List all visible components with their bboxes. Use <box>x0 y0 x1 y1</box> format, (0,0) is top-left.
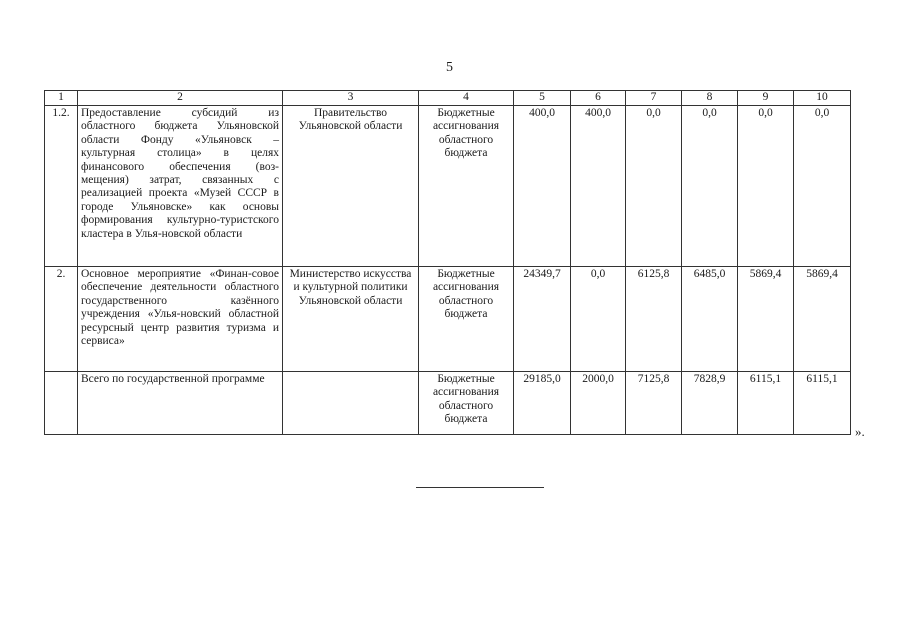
row-value: 29185,0 <box>514 372 571 435</box>
header-cell: 2 <box>78 91 283 106</box>
row-value: 400,0 <box>514 106 571 267</box>
header-cell: 4 <box>419 91 514 106</box>
row-value: 5869,4 <box>794 267 851 372</box>
row-value: 6485,0 <box>682 267 738 372</box>
row-funding-source: Бюджетные ассигнования областного бюджета <box>419 106 514 267</box>
table-header-row <box>45 91 851 106</box>
row-executor: Министерство искусства и культурной политики Ульяновской области <box>283 267 419 372</box>
row-executor: Правительство Ульяновской области <box>283 106 419 267</box>
table-row-total <box>45 372 851 435</box>
row-value: 7125,8 <box>626 372 682 435</box>
header-cell: 9 <box>738 91 794 106</box>
row-description: Основное мероприятие «Финан-совое обеспечение деятельности областного государственного казённого учреждения «Улья-новский областной ресурсный центр развития туризма и сервиса» <box>78 267 283 372</box>
row-value: 400,0 <box>571 106 626 267</box>
header-cell: 8 <box>682 91 738 106</box>
row-description: Всего по государственной программе <box>78 372 283 435</box>
row-value: 24349,7 <box>514 267 571 372</box>
row-value: 0,0 <box>571 267 626 372</box>
table-row <box>45 106 851 267</box>
header-cell: 1 <box>45 91 78 106</box>
row-value: 5869,4 <box>738 267 794 372</box>
row-value: 0,0 <box>794 106 851 267</box>
row-number <box>45 372 78 435</box>
row-number: 1.2. <box>45 106 78 267</box>
header-cell: 3 <box>283 91 419 106</box>
row-value: 6115,1 <box>794 372 851 435</box>
row-funding-source: Бюджетные ассигнования областного бюджета <box>419 267 514 372</box>
closing-quote-mark: ». <box>855 424 865 439</box>
row-value: 0,0 <box>682 106 738 267</box>
row-value: 0,0 <box>738 106 794 267</box>
row-number: 2. <box>45 267 78 372</box>
header-cell: 6 <box>571 91 626 106</box>
row-executor <box>283 372 419 435</box>
row-value: 2000,0 <box>571 372 626 435</box>
header-cell: 5 <box>514 91 571 106</box>
header-cell: 7 <box>626 91 682 106</box>
row-value: 7828,9 <box>682 372 738 435</box>
table-row <box>45 267 851 372</box>
row-description: Предоставление субсидий из областного бюджета Ульяновской области Фонду «Ульяновск – культурная столица» в целях финансового обеспечения (воз-мещения) затрат, связанных с реализацией проекта «Музей СССР в городе Ульяновске» как основы формирования культурно-туристского кластера в Улья-новской области <box>78 106 283 267</box>
row-funding-source: Бюджетные ассигнования областного бюджета <box>419 372 514 435</box>
footer-divider-line <box>416 487 544 488</box>
row-value: 0,0 <box>626 106 682 267</box>
row-value: 6115,1 <box>738 372 794 435</box>
page-number: 5 <box>446 60 453 75</box>
header-cell: 10 <box>794 91 851 106</box>
budget-table <box>44 90 851 435</box>
row-value: 6125,8 <box>626 267 682 372</box>
